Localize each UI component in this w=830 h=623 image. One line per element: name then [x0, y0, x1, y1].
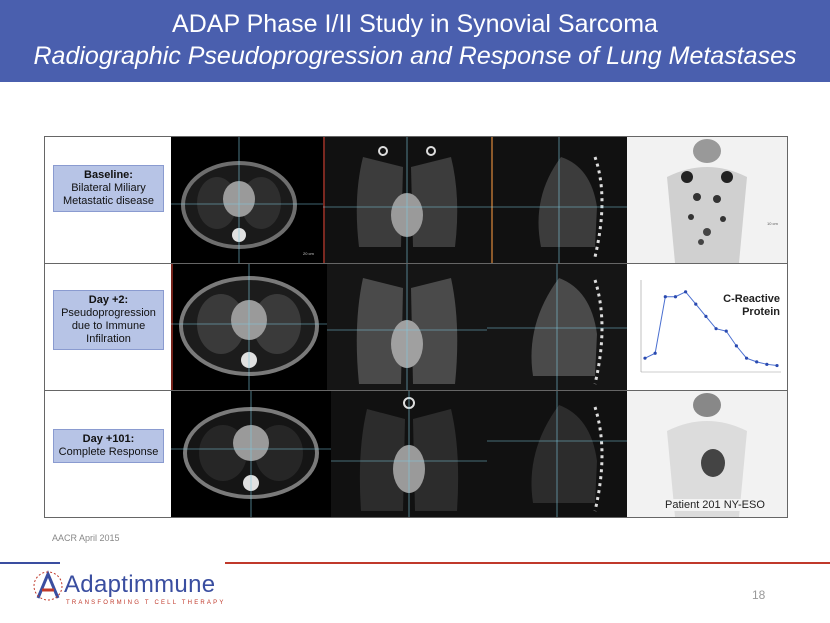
ct-axial-baseline — [171, 137, 323, 263]
brand-name: Adaptimmune — [64, 571, 216, 598]
crp-point — [725, 330, 728, 333]
crp-point — [714, 327, 717, 330]
footer-divider-left — [0, 562, 60, 564]
row-baseline — [45, 137, 787, 263]
label-cell — [45, 137, 171, 263]
footer-divider-right — [225, 562, 830, 564]
slide-subtitle: Radiographic Pseudoprogression and Response of Lung Metastases — [33, 42, 797, 70]
ct-axial-day2 — [171, 264, 327, 390]
ct-sagittal-day2 — [487, 264, 627, 390]
label-title: Day +2: — [88, 294, 129, 306]
page-number: 18 — [752, 588, 766, 602]
label-cell — [45, 391, 171, 517]
crp-point — [684, 290, 687, 293]
crp-point — [654, 352, 657, 355]
scale-label: 20 cm — [303, 251, 314, 256]
label-cell — [45, 264, 171, 390]
label-text: Bilateral Miliary Metastatic disease — [62, 182, 155, 207]
crp-chart-title: C-Reactive Protein — [723, 293, 780, 318]
crp-point — [664, 295, 667, 298]
ct-sagittal-day101 — [487, 391, 627, 517]
label-box-day101 — [53, 429, 164, 463]
crp-point — [643, 357, 646, 360]
crp-point — [765, 363, 768, 366]
crp-point — [745, 357, 748, 360]
ct-coronal-day2 — [327, 264, 487, 390]
crp-line-chart — [627, 264, 787, 390]
crp-point — [735, 344, 738, 347]
footnote-source: AACR April 2015 — [52, 533, 120, 543]
ct-sagittal-baseline — [491, 137, 627, 263]
crp-point — [755, 360, 758, 363]
crp-point — [775, 364, 778, 367]
patient-label: Patient 201 NY-ESO — [665, 499, 765, 511]
label-text: Complete Response — [58, 446, 159, 458]
pet-mip-baseline — [627, 137, 787, 263]
label-box-baseline — [53, 165, 164, 212]
ct-coronal-baseline — [323, 137, 491, 263]
scale-label: 10 cm — [767, 221, 778, 226]
crp-chart-panel — [627, 264, 787, 390]
row-day2 — [45, 264, 787, 390]
label-text: Pseudoprogression due to Immune Infilration — [61, 307, 156, 345]
slide-title: ADAP Phase I/II Study in Synovial Sarcoma — [172, 10, 658, 38]
label-box-day2 — [53, 290, 164, 350]
ct-coronal-day101 — [331, 391, 487, 517]
brand-tagline: TRANSFORMING T CELL THERAPY — [66, 600, 226, 606]
slide-header — [0, 0, 830, 82]
label-title: Baseline: — [84, 169, 133, 181]
label-title: Day +101: — [82, 433, 135, 445]
crp-point — [674, 295, 677, 298]
scan-grid — [44, 136, 788, 518]
ct-axial-day101 — [171, 391, 331, 517]
